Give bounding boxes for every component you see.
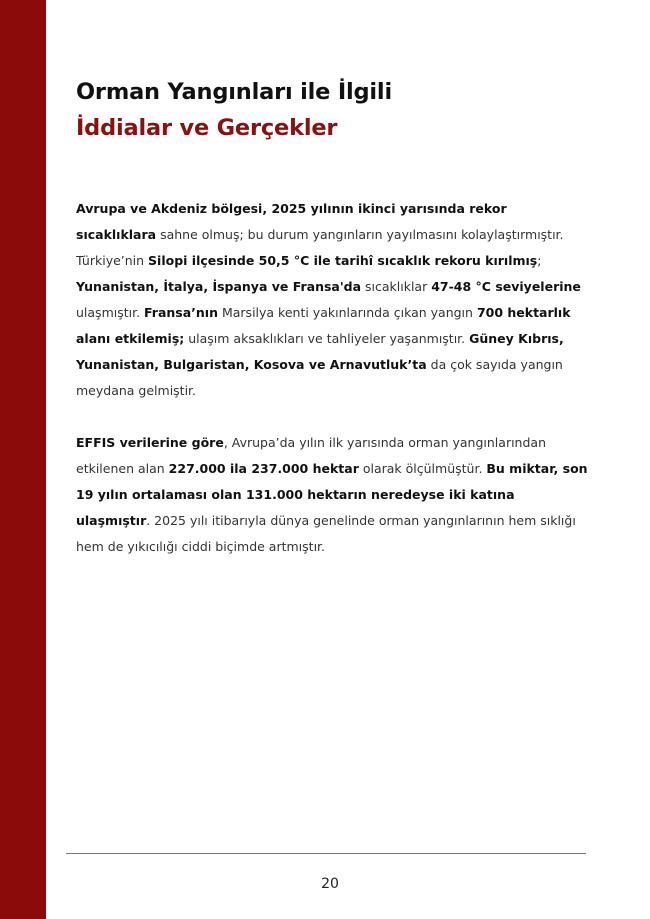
text-run: Marsilya kenti yakınlarında çıkan yangın	[218, 305, 477, 320]
text-run: sahne olmuş; bu durum yangınların yayılmasını kolaylaştırmıştır. Türkiye’nin	[76, 227, 564, 268]
bold-text-run: Güney Kıbrıs, Yunanistan, Bulgaristan, Kosova ve Arnavutluk’ta	[76, 331, 564, 372]
footer-divider	[66, 853, 586, 854]
bold-text-run: 227.000 ila 237.000 hektar	[168, 461, 359, 476]
bold-text-run: Bu miktar, son 19 yılın ortalaması olan 131.000 hektarın neredeyse iki katına ulaşmıştır	[76, 461, 588, 528]
bold-text-run: Silopi ilçesinde 50,5 °C ile tarihî sıcaklık rekoru kırılmış	[148, 253, 538, 268]
text-run: da çok sayıda yangın meydana gelmiştir.	[76, 357, 563, 398]
body-text	[76, 196, 590, 586]
accent-sidebar	[0, 0, 46, 919]
text-run: ;	[537, 253, 542, 268]
title-line-2: İddialar ve Gerçekler	[76, 115, 338, 141]
text-run: ulaşmıştır.	[76, 305, 145, 320]
bold-text-run: EFFIS verilerine göre	[76, 435, 224, 450]
bold-text-run: Yunanistan, İtalya, İspanya ve Fransa'da	[76, 279, 362, 294]
text-run: olarak ölçülmüştür.	[358, 461, 487, 476]
page-number: 20	[321, 876, 339, 892]
text-run: , Avrupa’da yılın ilk yarısında orman yangınlarından etkilenen alan	[76, 435, 546, 476]
bold-text-run: 700 hektarlık alanı etkilemiş;	[76, 305, 571, 346]
text-run: ulaşım aksaklıkları ve tahliyeler yaşanmıştır.	[184, 331, 470, 346]
paragraph-1	[76, 196, 590, 404]
text-run: . 2025 yılı itibarıyla dünya genelinde orman yangınlarının hem sıklığı hem de yıkıcılığı ciddi biçimde artmıştır.	[76, 513, 576, 554]
text-run: sıcaklıklar	[361, 279, 432, 294]
page-title	[76, 74, 616, 146]
bold-text-run: Fransa’nın	[144, 305, 218, 320]
paragraph-2	[76, 430, 590, 560]
title-line-1: Orman Yangınları ile İlgili	[76, 79, 392, 105]
bold-text-run: Avrupa ve Akdeniz bölgesi, 2025 yılının ikinci yarısında rekor sıcaklıklara	[76, 201, 507, 242]
bold-text-run: 47-48 °C seviyelerine	[431, 279, 581, 294]
